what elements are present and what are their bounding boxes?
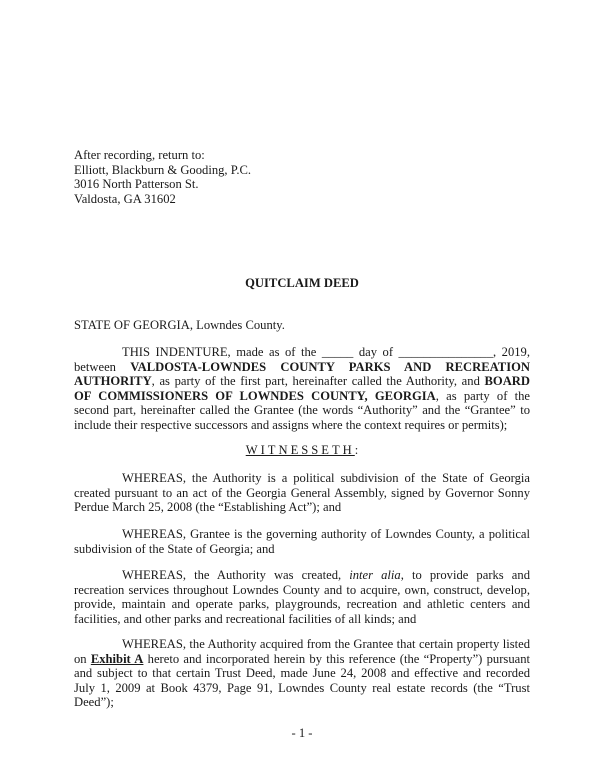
page-number: - 1 - xyxy=(291,726,313,740)
witnesseth-colon: : xyxy=(354,443,359,457)
indenture-paragraph xyxy=(74,345,530,433)
return-line: After recording, return to: xyxy=(74,148,205,162)
return-line: Valdosta, GA 31602 xyxy=(74,191,176,206)
indenture-text: THIS INDENTURE, made as of the _____ day of _______________, 2019, between xyxy=(74,345,530,374)
whereas-paragraph xyxy=(74,637,530,710)
state-line: STATE OF GEORGIA, Lowndes County. xyxy=(74,318,285,332)
whereas-text: WHEREAS, the Authority was created, xyxy=(122,568,350,582)
indenture-text: , as party of the second part, hereinafter called the Grantee (the words “Authority” and the “Grantee” to include their respective successors and assigns where the context requires or permits); xyxy=(74,388,530,432)
grantee-name: BOARD OF COMMISSIONERS OF LOWNDES COUNTY, GEORGIA xyxy=(74,374,530,403)
witnesseth-text: WITNESSETH xyxy=(245,443,355,457)
whereas-paragraph: WHEREAS, the Authority is a political subdivision of the State of Georgia created pursuant to an act of the Georgia General Assembly, signed by Governor Sonny Perdue March 25, 2008 (the “Establishing Act”); and xyxy=(74,471,530,515)
indenture-text: , as party of the first part, hereinafter called the Authority, and xyxy=(151,374,485,389)
return-address-block xyxy=(74,148,530,206)
latin-term: inter alia xyxy=(349,568,401,582)
whereas-text: hereto and incorporated herein by this reference (the “Property”) pursuant and subject to that certain Trust Deed, made June 24, 2008 and effective and recorded July 1, 2009 at Book 4379, Page 91, Lowndes County real estate records (the “Trust Deed”); xyxy=(74,651,531,710)
witnesseth-heading xyxy=(74,443,530,458)
return-line: Elliott, Blackburn & Gooding, P.C. xyxy=(74,162,252,177)
document-title: QUITCLAIM DEED xyxy=(245,276,359,290)
whereas-paragraph: WHEREAS, Grantee is the governing authority of Lowndes County, a political subdivision of the State of Georgia; and xyxy=(74,527,530,556)
return-line: 3016 North Patterson St. xyxy=(74,177,199,192)
whereas-text: WHEREAS, the Authority acquired from the Grantee that certain property listed on xyxy=(74,637,530,666)
authority-name: VALDOSTA-LOWNDES COUNTY PARKS AND RECREATION AUTHORITY xyxy=(74,359,530,389)
whereas-paragraph xyxy=(74,568,530,626)
whereas-text: , to provide parks and recreation services throughout Lowndes County and to acquire, own, construct, develop, provide, maintain and operate parks, playgrounds, recreation and athletic centers and facilities, and other parks and recreational facilities of all kinds; and xyxy=(74,568,530,626)
exhibit-reference: Exhibit A xyxy=(90,651,144,666)
